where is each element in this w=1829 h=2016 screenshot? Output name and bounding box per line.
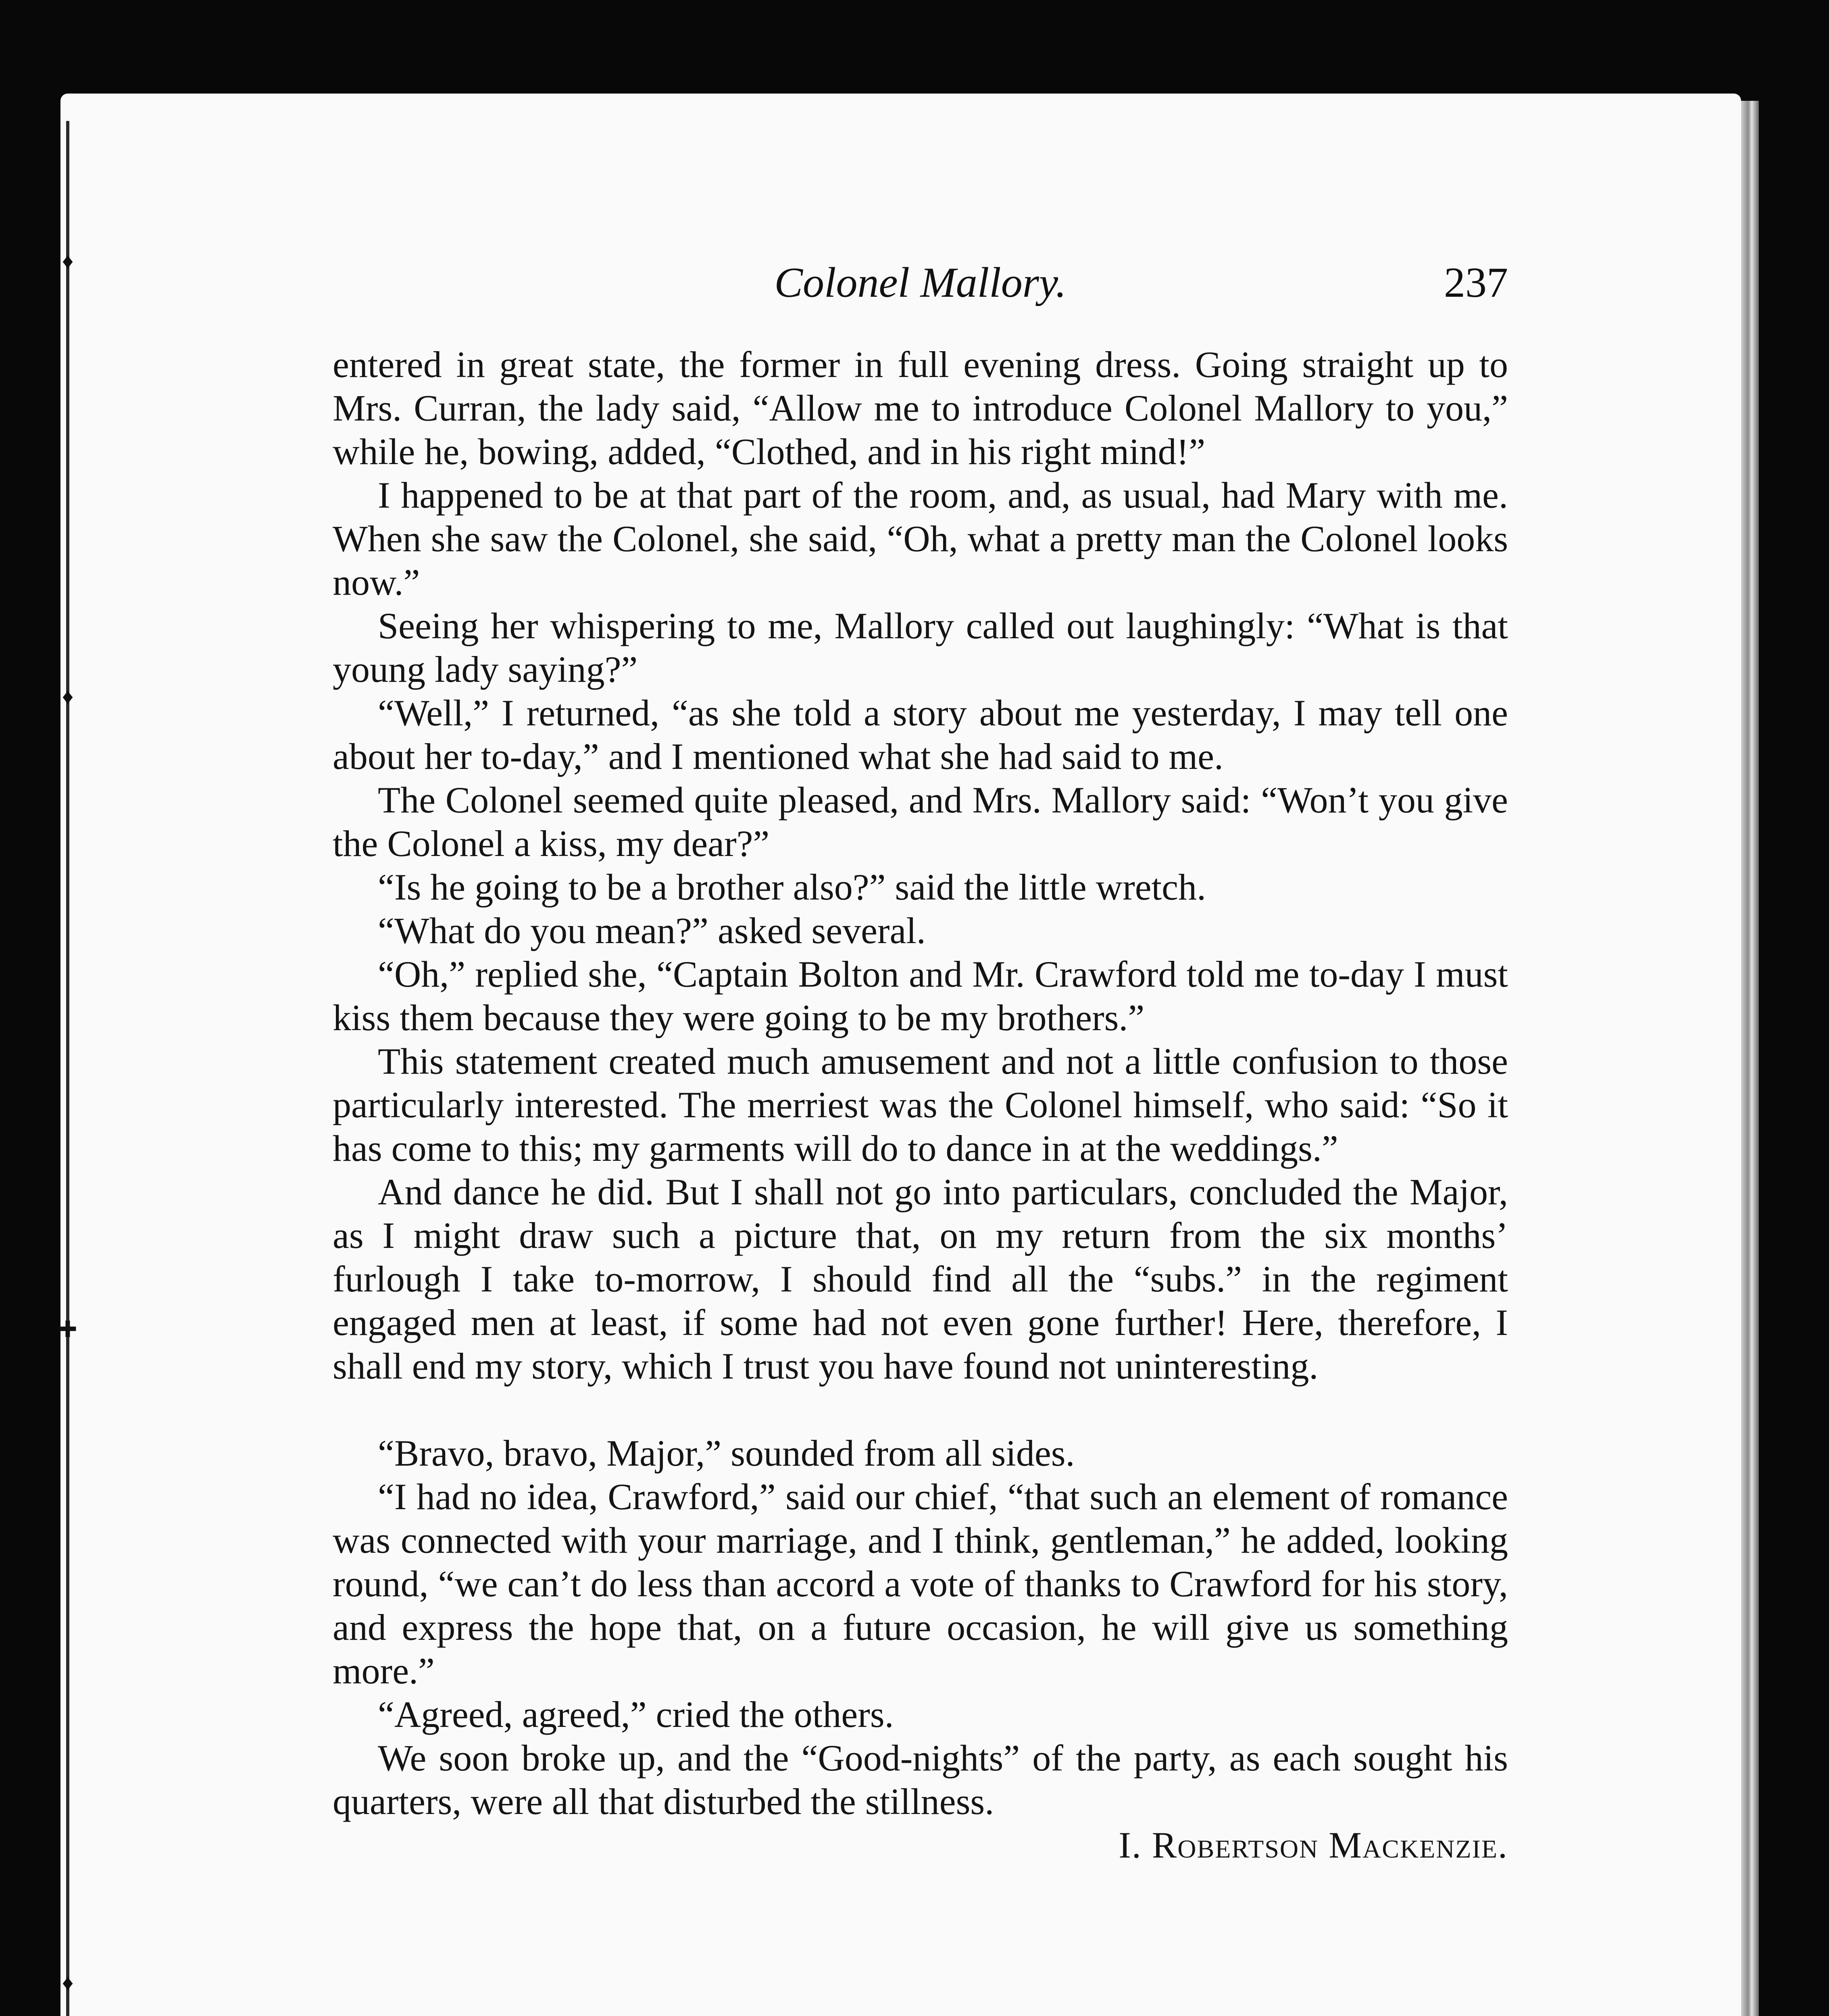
binding-stitch-mark: ♦ — [62, 249, 74, 274]
section-break — [333, 1388, 1508, 1431]
paragraph: “Agreed, agreed,” cried the others. — [378, 1694, 894, 1735]
paragraph: “Is he going to be a brother also?” said the little wretch. — [378, 866, 1206, 908]
paragraph: entered in great state, the former in full evening dress. Going straight up to Mrs. Curran, the lady said, “Allow me to introduce Colonel Mallory to you,” while he, bowing, added, “Clothed, and in his right mind!” — [333, 344, 1508, 472]
paragraph: “Oh,” replied she, “Captain Bolton and Mr. Crawford told me to-day I must kiss them because they were going to be my brothers.” — [333, 954, 1508, 1038]
gutter-line — [66, 121, 69, 2016]
binding-stitch-mark: ♦ — [62, 1970, 74, 1995]
paragraph: The Colonel seemed quite pleased, and Mrs. Mallory said: “Won’t you give the Colonel a kiss, my dear?” — [333, 779, 1508, 864]
body-text — [333, 343, 1508, 1867]
paragraph: This statement created much amusement and not a little confusion to those particularly interested. The merriest was the Colonel himself, who said: “So it has come to this; my garments will do to dance in at the weddings.” — [333, 1041, 1508, 1169]
paragraph: “Bravo, bravo, Major,” sounded from all sides. — [378, 1433, 1075, 1474]
paragraph: We soon broke up, and the “Good-nights” of the party, as each sought his quarters, were all that disturbed the stillness. — [333, 1737, 1508, 1822]
paragraph: Seeing her whispering to me, Mallory called out laughingly: “What is that young lady saying?” — [333, 605, 1508, 690]
running-head — [333, 258, 1508, 319]
paragraph: I happened to be at that part of the room, and, as usual, had Mary with me. When she saw the Colonel, she said, “Oh, what a pretty man the Colonel looks now.” — [333, 475, 1508, 603]
author-signature: I. Robertson Mackenzie. — [1119, 1824, 1508, 1866]
paragraph: “What do you mean?” asked several. — [378, 910, 926, 951]
page-number: 237 — [1444, 259, 1508, 306]
paragraph: “Well,” I returned, “as she told a story about me yesterday, I may tell one about her to-day,” and I mentioned what she had said to me. — [333, 692, 1508, 777]
paragraph: “I had no idea, Crawford,” said our chief, “that such an element of romance was connected with your marriage, and I think, gentleman,” he added, looking round, “we can’t do less than accord a vote of thanks to Crawford for his story, and express the hope that, on a future occasion, he will give us something more.” — [333, 1476, 1508, 1691]
running-head-title: Colonel Mallory. — [774, 259, 1067, 306]
page-edge — [1741, 101, 1759, 2016]
binding-stitch-mark: ♦ — [62, 684, 74, 709]
paragraph: And dance he did. But I shall not go into particulars, concluded the Major, as I might draw such a picture that, on my return from the six months’ furlough I take to-morrow, I should find all the “subs.” in the regiment engaged men at least, if some had not even gone further! Here, therefore, I shall end my story, which I trust you have found not uninteresting. — [333, 1171, 1508, 1387]
binding-stitch-mark: ✚ — [58, 1317, 77, 1342]
